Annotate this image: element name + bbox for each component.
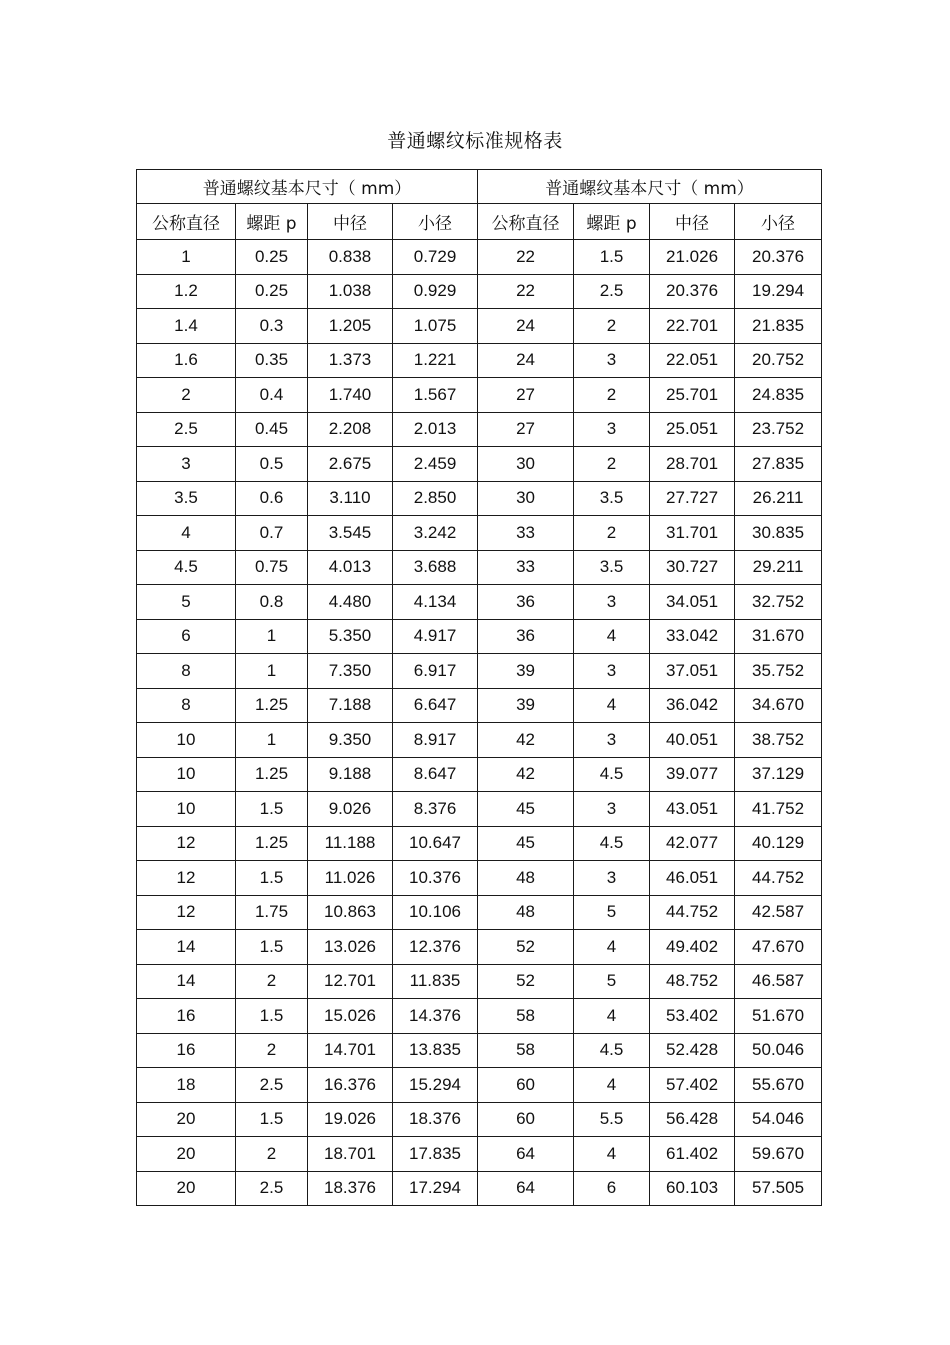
thread-spec-table (136, 169, 822, 1206)
pitch-diameter-cell: 31.701 (650, 516, 735, 551)
minor-diameter-cell: 59.670 (735, 1137, 822, 1172)
table-row (137, 378, 822, 413)
minor-diameter-cell: 17.294 (393, 1171, 478, 1206)
pitch-cell: 4.5 (574, 757, 650, 792)
nominal-diameter-cell: 60 (478, 1068, 574, 1103)
nominal-diameter-cell: 14 (137, 964, 236, 999)
minor-diameter-cell: 31.670 (735, 619, 822, 654)
minor-diameter-cell: 24.835 (735, 378, 822, 413)
pitch-cell: 4 (574, 619, 650, 654)
table-row (137, 343, 822, 378)
pitch-cell: 6 (574, 1171, 650, 1206)
pitch-diameter-cell: 3.110 (308, 481, 393, 516)
nominal-diameter-cell: 24 (478, 343, 574, 378)
pitch-cell: 4.5 (574, 1033, 650, 1068)
table-row (137, 550, 822, 585)
pitch-diameter-cell: 53.402 (650, 999, 735, 1034)
pitch-diameter-cell: 61.402 (650, 1137, 735, 1172)
pitch-cell: 4 (574, 999, 650, 1034)
minor-diameter-cell: 27.835 (735, 447, 822, 482)
nominal-diameter-cell: 4.5 (137, 550, 236, 585)
table-row (137, 516, 822, 551)
pitch-diameter-cell: 7.188 (308, 688, 393, 723)
column-header-pitch: 螺距 p (236, 204, 308, 240)
nominal-diameter-cell: 45 (478, 792, 574, 827)
nominal-diameter-cell: 12 (137, 895, 236, 930)
pitch-cell: 3 (574, 792, 650, 827)
minor-diameter-cell: 14.376 (393, 999, 478, 1034)
pitch-cell: 0.25 (236, 274, 308, 309)
table-row (137, 1171, 822, 1206)
pitch-cell: 1.75 (236, 895, 308, 930)
pitch-cell: 2 (236, 964, 308, 999)
pitch-cell: 1 (236, 619, 308, 654)
nominal-diameter-cell: 16 (137, 1033, 236, 1068)
minor-diameter-cell: 3.242 (393, 516, 478, 551)
pitch-diameter-cell: 1.205 (308, 309, 393, 344)
pitch-cell: 3 (574, 412, 650, 447)
minor-diameter-cell: 38.752 (735, 723, 822, 758)
pitch-diameter-cell: 18.376 (308, 1171, 393, 1206)
pitch-cell: 1 (236, 723, 308, 758)
nominal-diameter-cell: 1.6 (137, 343, 236, 378)
pitch-cell: 2 (574, 516, 650, 551)
pitch-cell: 2 (574, 309, 650, 344)
nominal-diameter-cell: 30 (478, 481, 574, 516)
pitch-diameter-cell: 16.376 (308, 1068, 393, 1103)
minor-diameter-cell: 20.752 (735, 343, 822, 378)
pitch-cell: 3 (574, 723, 650, 758)
column-header-nominal-diameter: 公称直径 (137, 204, 236, 240)
nominal-diameter-cell: 14 (137, 930, 236, 965)
nominal-diameter-cell: 1.2 (137, 274, 236, 309)
nominal-diameter-cell: 52 (478, 930, 574, 965)
pitch-diameter-cell: 3.545 (308, 516, 393, 551)
table-row (137, 309, 822, 344)
nominal-diameter-cell: 5 (137, 585, 236, 620)
pitch-cell: 5.5 (574, 1102, 650, 1137)
pitch-diameter-cell: 28.701 (650, 447, 735, 482)
pitch-diameter-cell: 48.752 (650, 964, 735, 999)
table-row (137, 895, 822, 930)
pitch-cell: 1 (236, 654, 308, 689)
nominal-diameter-cell: 22 (478, 240, 574, 275)
nominal-diameter-cell: 12 (137, 861, 236, 896)
nominal-diameter-cell: 33 (478, 550, 574, 585)
pitch-cell: 4 (574, 930, 650, 965)
pitch-diameter-cell: 60.103 (650, 1171, 735, 1206)
pitch-diameter-cell: 30.727 (650, 550, 735, 585)
minor-diameter-cell: 12.376 (393, 930, 478, 965)
minor-diameter-cell: 51.670 (735, 999, 822, 1034)
minor-diameter-cell: 44.752 (735, 861, 822, 896)
pitch-diameter-cell: 56.428 (650, 1102, 735, 1137)
pitch-diameter-cell: 22.051 (650, 343, 735, 378)
minor-diameter-cell: 34.670 (735, 688, 822, 723)
pitch-diameter-cell: 14.701 (308, 1033, 393, 1068)
table-row (137, 792, 822, 827)
column-header-nominal-diameter: 公称直径 (478, 204, 574, 240)
nominal-diameter-cell: 36 (478, 585, 574, 620)
minor-diameter-cell: 2.850 (393, 481, 478, 516)
minor-diameter-cell: 50.046 (735, 1033, 822, 1068)
pitch-diameter-cell: 20.376 (650, 274, 735, 309)
minor-diameter-cell: 1.567 (393, 378, 478, 413)
minor-diameter-cell: 19.294 (735, 274, 822, 309)
nominal-diameter-cell: 3 (137, 447, 236, 482)
group-header-row (137, 170, 822, 204)
nominal-diameter-cell: 8 (137, 654, 236, 689)
pitch-cell: 3 (574, 861, 650, 896)
table-row (137, 723, 822, 758)
pitch-diameter-cell: 9.026 (308, 792, 393, 827)
minor-diameter-cell: 21.835 (735, 309, 822, 344)
minor-diameter-cell: 55.670 (735, 1068, 822, 1103)
pitch-cell: 0.8 (236, 585, 308, 620)
pitch-diameter-cell: 11.188 (308, 826, 393, 861)
nominal-diameter-cell: 22 (478, 274, 574, 309)
pitch-diameter-cell: 9.350 (308, 723, 393, 758)
table-row (137, 861, 822, 896)
minor-diameter-cell: 54.046 (735, 1102, 822, 1137)
group-header-left: 普通螺纹基本尺寸（ mm） (137, 170, 478, 204)
minor-diameter-cell: 0.729 (393, 240, 478, 275)
nominal-diameter-cell: 16 (137, 999, 236, 1034)
column-header-pitch-diameter: 中径 (308, 204, 393, 240)
minor-diameter-cell: 6.647 (393, 688, 478, 723)
pitch-diameter-cell: 12.701 (308, 964, 393, 999)
table-row (137, 826, 822, 861)
pitch-cell: 1.25 (236, 688, 308, 723)
nominal-diameter-cell: 4 (137, 516, 236, 551)
table-row (137, 619, 822, 654)
pitch-diameter-cell: 21.026 (650, 240, 735, 275)
table-row (137, 757, 822, 792)
table-row (137, 1033, 822, 1068)
nominal-diameter-cell: 39 (478, 654, 574, 689)
minor-diameter-cell: 1.075 (393, 309, 478, 344)
pitch-diameter-cell: 11.026 (308, 861, 393, 896)
pitch-diameter-cell: 4.013 (308, 550, 393, 585)
pitch-diameter-cell: 52.428 (650, 1033, 735, 1068)
table-row (137, 274, 822, 309)
nominal-diameter-cell: 48 (478, 861, 574, 896)
minor-diameter-cell: 0.929 (393, 274, 478, 309)
minor-diameter-cell: 57.505 (735, 1171, 822, 1206)
pitch-cell: 5 (574, 964, 650, 999)
minor-diameter-cell: 13.835 (393, 1033, 478, 1068)
nominal-diameter-cell: 10 (137, 723, 236, 758)
nominal-diameter-cell: 1.4 (137, 309, 236, 344)
nominal-diameter-cell: 20 (137, 1102, 236, 1137)
nominal-diameter-cell: 64 (478, 1171, 574, 1206)
pitch-cell: 0.75 (236, 550, 308, 585)
pitch-cell: 2.5 (236, 1068, 308, 1103)
minor-diameter-cell: 30.835 (735, 516, 822, 551)
nominal-diameter-cell: 45 (478, 826, 574, 861)
nominal-diameter-cell: 60 (478, 1102, 574, 1137)
nominal-diameter-cell: 30 (478, 447, 574, 482)
group-header-right: 普通螺纹基本尺寸（ mm） (478, 170, 822, 204)
pitch-cell: 1.5 (236, 792, 308, 827)
minor-diameter-cell: 26.211 (735, 481, 822, 516)
pitch-diameter-cell: 2.208 (308, 412, 393, 447)
pitch-diameter-cell: 25.051 (650, 412, 735, 447)
table-row (137, 1137, 822, 1172)
nominal-diameter-cell: 52 (478, 964, 574, 999)
pitch-cell: 4.5 (574, 826, 650, 861)
nominal-diameter-cell: 2.5 (137, 412, 236, 447)
minor-diameter-cell: 8.376 (393, 792, 478, 827)
nominal-diameter-cell: 8 (137, 688, 236, 723)
pitch-cell: 1.25 (236, 757, 308, 792)
minor-diameter-cell: 17.835 (393, 1137, 478, 1172)
nominal-diameter-cell: 58 (478, 1033, 574, 1068)
nominal-diameter-cell: 10 (137, 757, 236, 792)
table-body (137, 240, 822, 1206)
pitch-diameter-cell: 1.740 (308, 378, 393, 413)
pitch-cell: 2 (574, 378, 650, 413)
pitch-diameter-cell: 1.038 (308, 274, 393, 309)
pitch-diameter-cell: 10.863 (308, 895, 393, 930)
minor-diameter-cell: 15.294 (393, 1068, 478, 1103)
table-row (137, 999, 822, 1034)
minor-diameter-cell: 20.376 (735, 240, 822, 275)
minor-diameter-cell: 47.670 (735, 930, 822, 965)
nominal-diameter-cell: 12 (137, 826, 236, 861)
pitch-cell: 0.7 (236, 516, 308, 551)
nominal-diameter-cell: 20 (137, 1171, 236, 1206)
pitch-diameter-cell: 36.042 (650, 688, 735, 723)
column-header-pitch-diameter: 中径 (650, 204, 735, 240)
page-title: 普通螺纹标准规格表 (387, 130, 563, 152)
minor-diameter-cell: 8.917 (393, 723, 478, 758)
pitch-cell: 3 (574, 654, 650, 689)
pitch-diameter-cell: 0.838 (308, 240, 393, 275)
pitch-diameter-cell: 57.402 (650, 1068, 735, 1103)
pitch-diameter-cell: 39.077 (650, 757, 735, 792)
pitch-diameter-cell: 27.727 (650, 481, 735, 516)
pitch-cell: 0.4 (236, 378, 308, 413)
pitch-cell: 2 (236, 1137, 308, 1172)
minor-diameter-cell: 29.211 (735, 550, 822, 585)
pitch-cell: 0.3 (236, 309, 308, 344)
pitch-diameter-cell: 33.042 (650, 619, 735, 654)
minor-diameter-cell: 4.134 (393, 585, 478, 620)
pitch-diameter-cell: 22.701 (650, 309, 735, 344)
minor-diameter-cell: 6.917 (393, 654, 478, 689)
table-row (137, 240, 822, 275)
pitch-cell: 3 (574, 585, 650, 620)
pitch-diameter-cell: 49.402 (650, 930, 735, 965)
nominal-diameter-cell: 2 (137, 378, 236, 413)
table-row (137, 1102, 822, 1137)
minor-diameter-cell: 46.587 (735, 964, 822, 999)
pitch-diameter-cell: 46.051 (650, 861, 735, 896)
pitch-diameter-cell: 4.480 (308, 585, 393, 620)
nominal-diameter-cell: 24 (478, 309, 574, 344)
pitch-cell: 4 (574, 1068, 650, 1103)
pitch-diameter-cell: 40.051 (650, 723, 735, 758)
minor-diameter-cell: 8.647 (393, 757, 478, 792)
pitch-cell: 2 (236, 1033, 308, 1068)
pitch-cell: 1.5 (236, 861, 308, 896)
table-row (137, 964, 822, 999)
minor-diameter-cell: 23.752 (735, 412, 822, 447)
table-row (137, 412, 822, 447)
pitch-cell: 3.5 (574, 481, 650, 516)
pitch-diameter-cell: 15.026 (308, 999, 393, 1034)
pitch-cell: 4 (574, 688, 650, 723)
pitch-diameter-cell: 42.077 (650, 826, 735, 861)
pitch-cell: 0.5 (236, 447, 308, 482)
pitch-diameter-cell: 13.026 (308, 930, 393, 965)
table-row (137, 688, 822, 723)
minor-diameter-cell: 3.688 (393, 550, 478, 585)
nominal-diameter-cell: 1 (137, 240, 236, 275)
minor-diameter-cell: 4.917 (393, 619, 478, 654)
table-row (137, 585, 822, 620)
pitch-cell: 1.5 (574, 240, 650, 275)
minor-diameter-cell: 35.752 (735, 654, 822, 689)
pitch-cell: 2.5 (574, 274, 650, 309)
pitch-diameter-cell: 44.752 (650, 895, 735, 930)
minor-diameter-cell: 2.459 (393, 447, 478, 482)
pitch-diameter-cell: 9.188 (308, 757, 393, 792)
minor-diameter-cell: 2.013 (393, 412, 478, 447)
minor-diameter-cell: 18.376 (393, 1102, 478, 1137)
minor-diameter-cell: 32.752 (735, 585, 822, 620)
column-header-minor-diameter: 小径 (735, 204, 822, 240)
minor-diameter-cell: 10.376 (393, 861, 478, 896)
minor-diameter-cell: 11.835 (393, 964, 478, 999)
pitch-diameter-cell: 5.350 (308, 619, 393, 654)
pitch-diameter-cell: 43.051 (650, 792, 735, 827)
table-row (137, 481, 822, 516)
nominal-diameter-cell: 36 (478, 619, 574, 654)
minor-diameter-cell: 10.106 (393, 895, 478, 930)
column-header-row (137, 204, 822, 240)
pitch-cell: 0.45 (236, 412, 308, 447)
minor-diameter-cell: 10.647 (393, 826, 478, 861)
pitch-diameter-cell: 37.051 (650, 654, 735, 689)
pitch-cell: 3 (574, 343, 650, 378)
pitch-cell: 0.6 (236, 481, 308, 516)
pitch-diameter-cell: 19.026 (308, 1102, 393, 1137)
table-row (137, 1068, 822, 1103)
nominal-diameter-cell: 10 (137, 792, 236, 827)
pitch-cell: 5 (574, 895, 650, 930)
table-row (137, 930, 822, 965)
pitch-diameter-cell: 25.701 (650, 378, 735, 413)
pitch-diameter-cell: 34.051 (650, 585, 735, 620)
table-row (137, 447, 822, 482)
table-row (137, 654, 822, 689)
nominal-diameter-cell: 20 (137, 1137, 236, 1172)
nominal-diameter-cell: 42 (478, 757, 574, 792)
nominal-diameter-cell: 48 (478, 895, 574, 930)
nominal-diameter-cell: 27 (478, 412, 574, 447)
minor-diameter-cell: 42.587 (735, 895, 822, 930)
pitch-cell: 4 (574, 1137, 650, 1172)
pitch-diameter-cell: 1.373 (308, 343, 393, 378)
nominal-diameter-cell: 18 (137, 1068, 236, 1103)
column-header-minor-diameter: 小径 (393, 204, 478, 240)
nominal-diameter-cell: 6 (137, 619, 236, 654)
nominal-diameter-cell: 27 (478, 378, 574, 413)
pitch-cell: 0.35 (236, 343, 308, 378)
column-header-pitch: 螺距 p (574, 204, 650, 240)
minor-diameter-cell: 1.221 (393, 343, 478, 378)
minor-diameter-cell: 40.129 (735, 826, 822, 861)
nominal-diameter-cell: 33 (478, 516, 574, 551)
nominal-diameter-cell: 42 (478, 723, 574, 758)
minor-diameter-cell: 37.129 (735, 757, 822, 792)
minor-diameter-cell: 41.752 (735, 792, 822, 827)
nominal-diameter-cell: 58 (478, 999, 574, 1034)
pitch-diameter-cell: 18.701 (308, 1137, 393, 1172)
pitch-cell: 1.5 (236, 1102, 308, 1137)
pitch-cell: 1.5 (236, 930, 308, 965)
pitch-cell: 2.5 (236, 1171, 308, 1206)
nominal-diameter-cell: 3.5 (137, 481, 236, 516)
nominal-diameter-cell: 39 (478, 688, 574, 723)
nominal-diameter-cell: 64 (478, 1137, 574, 1172)
pitch-diameter-cell: 2.675 (308, 447, 393, 482)
pitch-diameter-cell: 7.350 (308, 654, 393, 689)
pitch-cell: 3.5 (574, 550, 650, 585)
pitch-cell: 2 (574, 447, 650, 482)
pitch-cell: 1.5 (236, 999, 308, 1034)
pitch-cell: 1.25 (236, 826, 308, 861)
pitch-cell: 0.25 (236, 240, 308, 275)
